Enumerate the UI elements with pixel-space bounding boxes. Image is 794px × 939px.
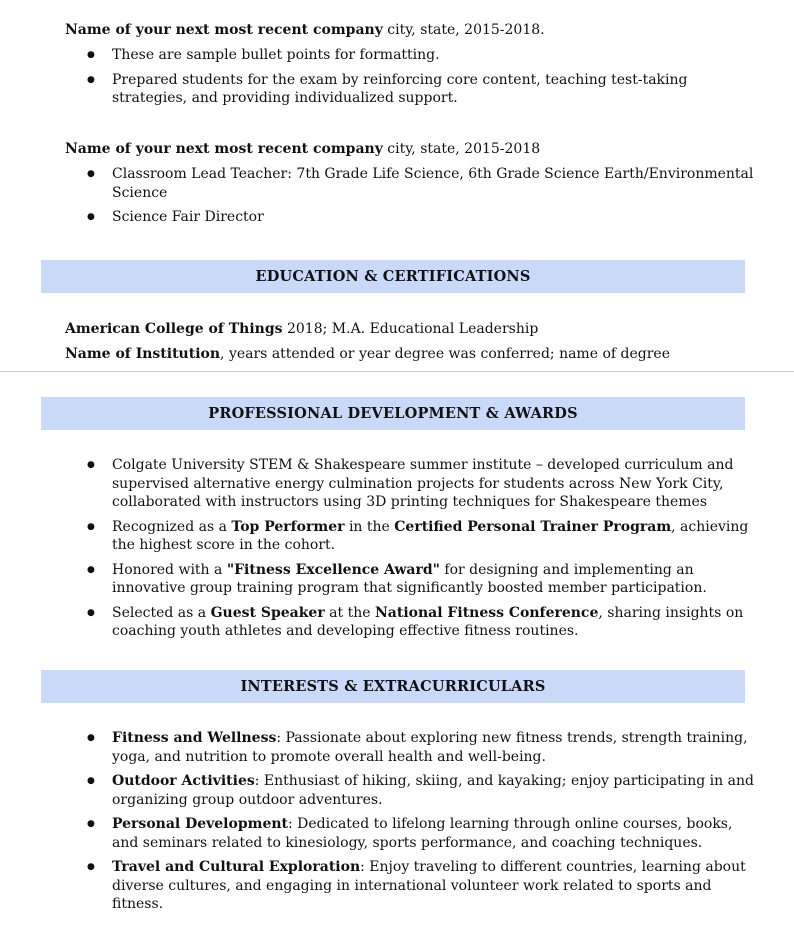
text-run: : Enthusiast of hiking, skiing, and kayaking; enjoy participating in and organizing group outdoor adventures. xyxy=(112,773,754,808)
list-item xyxy=(65,561,755,598)
education-entry xyxy=(65,345,765,364)
text-run: , sharing insights on coaching youth athletes and developing effective fitness routines. xyxy=(112,604,744,639)
text-run: : Passionate about exploring new fitness trends, strength training, yoga, and nutrition to promote overall health and well-being. xyxy=(112,730,748,765)
job-header xyxy=(65,21,755,40)
text-run: Selected as a xyxy=(112,604,211,621)
job-bullets xyxy=(65,165,755,227)
education-details: , years attended or year degree was conferred; name of degree xyxy=(220,346,670,362)
text-run: : Dedicated to lifelong learning through online courses, books, and seminars related to kinesiology, sports performance, and coaching techniques. xyxy=(112,816,733,851)
education-entry xyxy=(65,320,765,339)
awards-list xyxy=(65,456,755,641)
job-details: city, state, 2015-2018 xyxy=(382,141,541,157)
text-run: for designing and implementing an innovative group training program that significantly boosted member participation. xyxy=(112,561,707,596)
bold-text: Fitness and Wellness xyxy=(112,730,277,746)
bold-text: Certified Personal Trainer Program xyxy=(394,518,672,535)
interests-list-block xyxy=(65,723,755,914)
list-item: ● These are sample bullet points for formatting. xyxy=(65,46,755,65)
text-run: , achieving the highest score in the cohort. xyxy=(112,518,749,553)
text-run: at the xyxy=(324,604,375,621)
company-name: Name of your next most recent company xyxy=(65,22,383,38)
list-item xyxy=(65,604,755,641)
institution-name: American College of Things xyxy=(65,321,283,337)
awards-list-block xyxy=(65,450,755,641)
text-run: in the xyxy=(344,518,395,535)
company-name: Name of your next most recent company xyxy=(65,141,383,157)
interests-list xyxy=(65,729,755,914)
list-item xyxy=(65,456,755,512)
job-bullets xyxy=(65,46,755,108)
institution-name: Name of Institution xyxy=(65,346,221,362)
job-details: city, state, 2015-2018. xyxy=(382,22,545,38)
bold-text: Travel and Cultural Exploration xyxy=(112,859,361,875)
bold-text: Outdoor Activities xyxy=(112,773,255,789)
bold-text: Guest Speaker xyxy=(210,604,325,621)
text-run: Recognized as a xyxy=(112,518,232,535)
bold-text: Top Performer xyxy=(231,518,345,535)
text-run: : Enjoy traveling to different countries, learning about diverse cultures, and engaging in international volunteer work related to sports and fitness. xyxy=(112,859,746,912)
job-entry xyxy=(65,140,755,227)
bold-text: "Fitness Excellence Award" xyxy=(226,561,440,578)
list-item: ● Prepared students for the exam by reinforcing core content, teaching test-taking strategies, and providing individualized support. xyxy=(65,71,755,108)
list-item xyxy=(65,858,755,914)
list-item xyxy=(65,518,755,555)
list-item xyxy=(65,772,755,809)
text-run: Honored with a xyxy=(112,561,227,578)
section-heading-interests: INTERESTS & EXTRACURRICULARS xyxy=(41,670,745,703)
section-heading-education: EDUCATION & CERTIFICATIONS xyxy=(41,260,745,293)
bold-text: Personal Development xyxy=(112,816,288,832)
job-header xyxy=(65,140,755,159)
bold-text: National Fitness Conference xyxy=(375,604,599,621)
page-break-divider xyxy=(0,371,794,372)
job-entry xyxy=(65,21,755,108)
text-run: Colgate University STEM & Shakespeare summer institute – developed curriculum and supervised alternative energy culmination projects for students across New York City, collaborated with instructors using 3D printing techniques for Shakespeare themes xyxy=(112,457,734,510)
section-heading-awards: PROFESSIONAL DEVELOPMENT & AWARDS xyxy=(41,397,745,430)
education-details: 2018; M.A. Educational Leadership xyxy=(282,321,539,337)
list-item xyxy=(65,729,755,766)
list-item xyxy=(65,815,755,852)
list-item: ● Classroom Lead Teacher: 7th Grade Life Science, 6th Grade Science Earth/Environmental Science xyxy=(65,165,755,202)
list-item: ● Science Fair Director xyxy=(65,208,755,227)
